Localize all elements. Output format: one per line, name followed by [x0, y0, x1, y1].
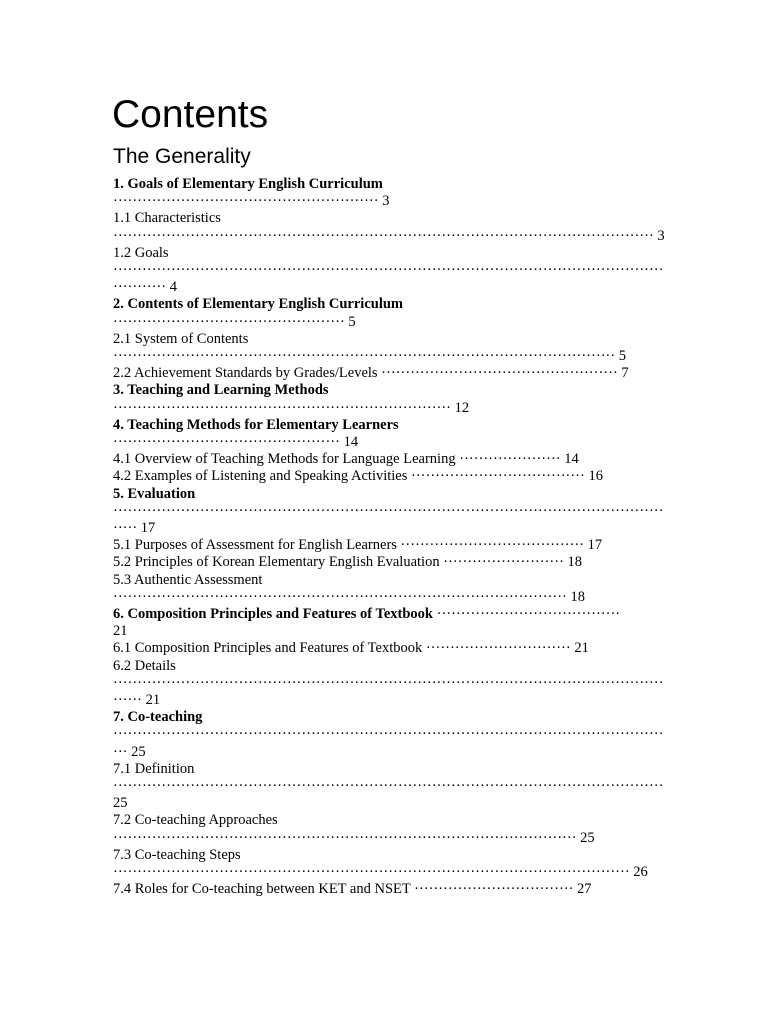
toc-entry-line: [113, 503, 663, 520]
toc-entry-line: [113, 830, 595, 847]
toc-line-text: ································································································ 25: [113, 829, 595, 846]
toc-entry-line: [113, 675, 663, 692]
toc-line-text: 6.2 Details: [113, 657, 176, 674]
toc-entry-line: [113, 623, 128, 640]
toc-entry-line: [113, 881, 592, 898]
toc-line-text: ··················································································································: [113, 674, 664, 691]
toc-entry-line: [113, 228, 665, 245]
toc-entry-line: [113, 348, 626, 365]
toc-line-text: ··················································································································: [113, 726, 664, 743]
toc-line-text: 3. Teaching and Learning Methods: [113, 382, 329, 399]
toc-line-text: ··········· 4: [113, 279, 177, 296]
toc-line-text: 2. Contents of Elementary English Curriculum: [113, 296, 403, 313]
toc-entry-line: [113, 434, 358, 451]
toc-line-text: ··················································································································: [113, 778, 664, 794]
toc-entry-line: [113, 314, 356, 331]
toc-entry-line: [113, 365, 629, 382]
toc-line-text: 5.3 Authentic Assessment: [113, 571, 263, 588]
toc-line-text: ········································································································ 5: [113, 348, 627, 364]
toc-section-heading: [113, 417, 399, 434]
toc-line-text: ················································ 5: [113, 313, 356, 330]
toc-entry-line: [113, 262, 663, 279]
toc-entry-line: [113, 245, 169, 262]
toc-entry-line: [113, 520, 155, 537]
toc-line-text: ······································································ 12: [113, 399, 470, 416]
toc-line-text: 25: [113, 795, 128, 812]
toc-entry-line: [113, 812, 278, 829]
toc-line-text: 4.2 Examples of Listening and Speaking Activities ···································· 16: [113, 468, 603, 485]
toc-line-text: ······················································· 3: [113, 193, 390, 210]
toc-section-heading: [113, 486, 195, 503]
toc-entry-line: [113, 468, 603, 485]
toc-line-text: 21: [113, 623, 128, 640]
toc-line-text: 1.1 Characteristics: [113, 210, 221, 227]
toc-line-text: 7.1 Definition: [113, 760, 195, 777]
toc-section-heading: [113, 709, 202, 726]
toc-line-text: ··············································· 14: [113, 434, 359, 450]
toc-entry-line: [113, 761, 194, 778]
toc-entry-line: [113, 537, 602, 554]
toc-line-text: 6.1 Composition Principles and Features of Textbook ······························ 21: [113, 640, 589, 657]
toc-entry-line: [113, 692, 160, 709]
toc-entry-line: [113, 778, 663, 795]
toc-section-heading: [113, 296, 403, 313]
toc-line-text: 6. Composition Principles and Features of Textbook: [113, 606, 433, 622]
page-title: Contents: [112, 93, 269, 136]
toc-entry-line: [113, 210, 221, 227]
toc-line-text: 1.2 Goals: [113, 244, 169, 261]
toc-entry-line: [113, 572, 262, 589]
toc-entry-line: [113, 744, 146, 761]
toc-line-text: ······························································································ 18: [113, 588, 586, 605]
toc-entry-line: [113, 279, 177, 296]
toc-entry-line: [113, 658, 176, 675]
toc-entry-line: [113, 331, 248, 348]
toc-line-text: ······ 21: [113, 692, 161, 708]
toc-entry-line: [113, 451, 579, 468]
toc-line-text: 7.2 Co-teaching Approaches: [113, 812, 278, 829]
toc-section-heading: [113, 382, 329, 399]
toc-section-heading: [113, 606, 620, 623]
toc-line-text: 1. Goals of Elementary English Curriculum: [113, 176, 383, 192]
toc-line-text: 2.2 Achievement Standards by Grades/Levels ················································· 7: [113, 365, 629, 382]
toc-entry-line: [113, 864, 648, 881]
toc-line-text: ··· 25: [113, 743, 146, 760]
toc-line-text: ················································································································ 3: [113, 227, 665, 244]
toc-entry-line: [113, 847, 241, 864]
toc-entry-line: [113, 193, 389, 210]
section-heading: The Generality: [113, 145, 251, 168]
toc-line-text: 7. Co-teaching: [113, 709, 203, 726]
toc-line-text: ····· 17: [113, 520, 156, 536]
toc-line-text: 5.2 Principles of Korean Elementary English Evaluation ························· 18: [113, 554, 583, 571]
toc-line-text: 7.3 Co-teaching Steps: [113, 846, 241, 863]
toc-entry-line: [113, 726, 663, 743]
toc-entry-line: [113, 795, 128, 812]
toc-line-text: 2.1 System of Contents: [113, 330, 249, 347]
toc-section-heading: [113, 176, 383, 193]
toc-line-text: 4. Teaching Methods for Elementary Learners: [113, 416, 399, 433]
toc-line-text: ··················································································································: [113, 262, 664, 278]
toc-entry-line: [113, 589, 585, 606]
toc-line-text: ··················································································································: [113, 502, 664, 519]
toc-entry-line: [113, 640, 589, 657]
toc-line-text: ··········································································································· 26: [113, 864, 648, 880]
toc-line-text: 4.1 Overview of Teaching Methods for Language Learning ····················· 14: [113, 451, 579, 468]
toc-entry-line: [113, 554, 582, 571]
toc-line-text: 7.4 Roles for Co-teaching between KET and NSET ································· 27: [113, 881, 592, 898]
toc-line-text: 5. Evaluation: [113, 485, 196, 502]
toc-line-text: 5.1 Purposes of Assessment for English Learners ······································ 17: [113, 537, 603, 554]
toc-leader-dots: ······································: [432, 606, 621, 622]
toc-entry-line: [113, 400, 469, 417]
